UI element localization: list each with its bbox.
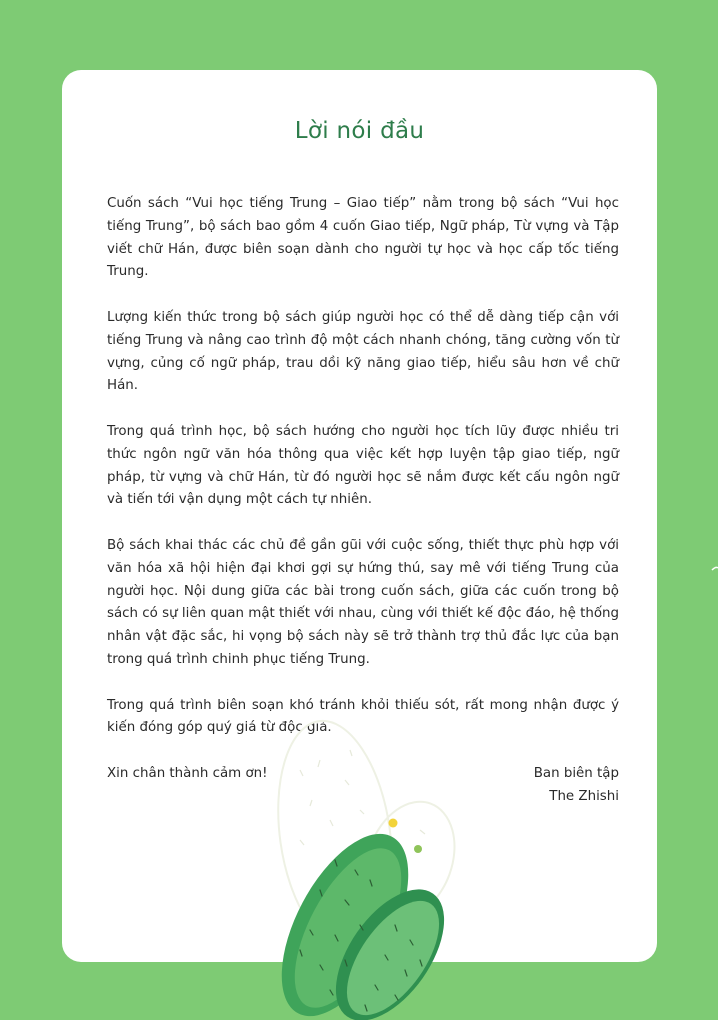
signature-publisher: The Zhishi: [549, 789, 619, 804]
paragraph-4: Bộ sách khai thác các chủ đề gần gũi với cuộc sống, thiết thực phù hợp với văn hóa xã hội hiện đại khơi gợi sự hứng thú, say mê với tiếng Trung của người học. Nội dung giữa các bài trong cuốn sách, giữa các cuốn trong bộ sách có sự liên quan mật thiết với nhau, cùng với thiết kế độc đáo, hệ thống nhân vật đặc sắc, hi vọng bộ sách này sẽ trở thành trợ thủ đắc lực của bạn trong quá trình chinh phục tiếng Trung.: [107, 537, 619, 667]
signature-block: [534, 762, 619, 808]
preface-body: [107, 193, 619, 809]
paragraph-2: Lượng kiến thức trong bộ sách giúp người học có thể dễ dàng tiếp cận với tiếng Trung và nâng cao trình độ một cách nhanh chóng, tăng cường vốn từ vựng, củng cố ngữ pháp, trau dồi kỹ năng giao tiếp, hiểu sâu hơn về chữ Hán.: [107, 309, 619, 394]
paragraph-3: Trong quá trình học, bộ sách hướng cho người học tích lũy được nhiều tri thức ngôn ngữ văn hóa thông qua việc kết hợp luyện tập giao tiếp, ngữ pháp, từ vựng và chữ Hán, từ đó người học sẽ nắm được kết cấu ngôn ngữ và tiến tới vận dụng một cách tự nhiên.: [107, 423, 619, 508]
signature-editor: Ban biên tập: [533, 766, 619, 781]
paragraph-5: Trong quá trình biên soạn khó tránh khỏi thiếu sót, rất mong nhận được ý kiến đóng góp quý giá từ độc giả.: [107, 697, 619, 736]
paragraph-1: Cuốn sách “Vui học tiếng Trung – Giao tiếp” nằm trong bộ sách “Vui học tiếng Trung”, bộ sách bao gồm 4 cuốn Giao tiếp, Ngữ pháp, Từ vựng và Tập viết chữ Hán, được biên soạn dành cho người tự học và học cấp tốc tiếng Trung.: [107, 196, 619, 280]
page-title: Lời nói đầu: [294, 118, 425, 144]
paragraph-6: Xin chân thành cảm ơn!: [107, 765, 268, 781]
